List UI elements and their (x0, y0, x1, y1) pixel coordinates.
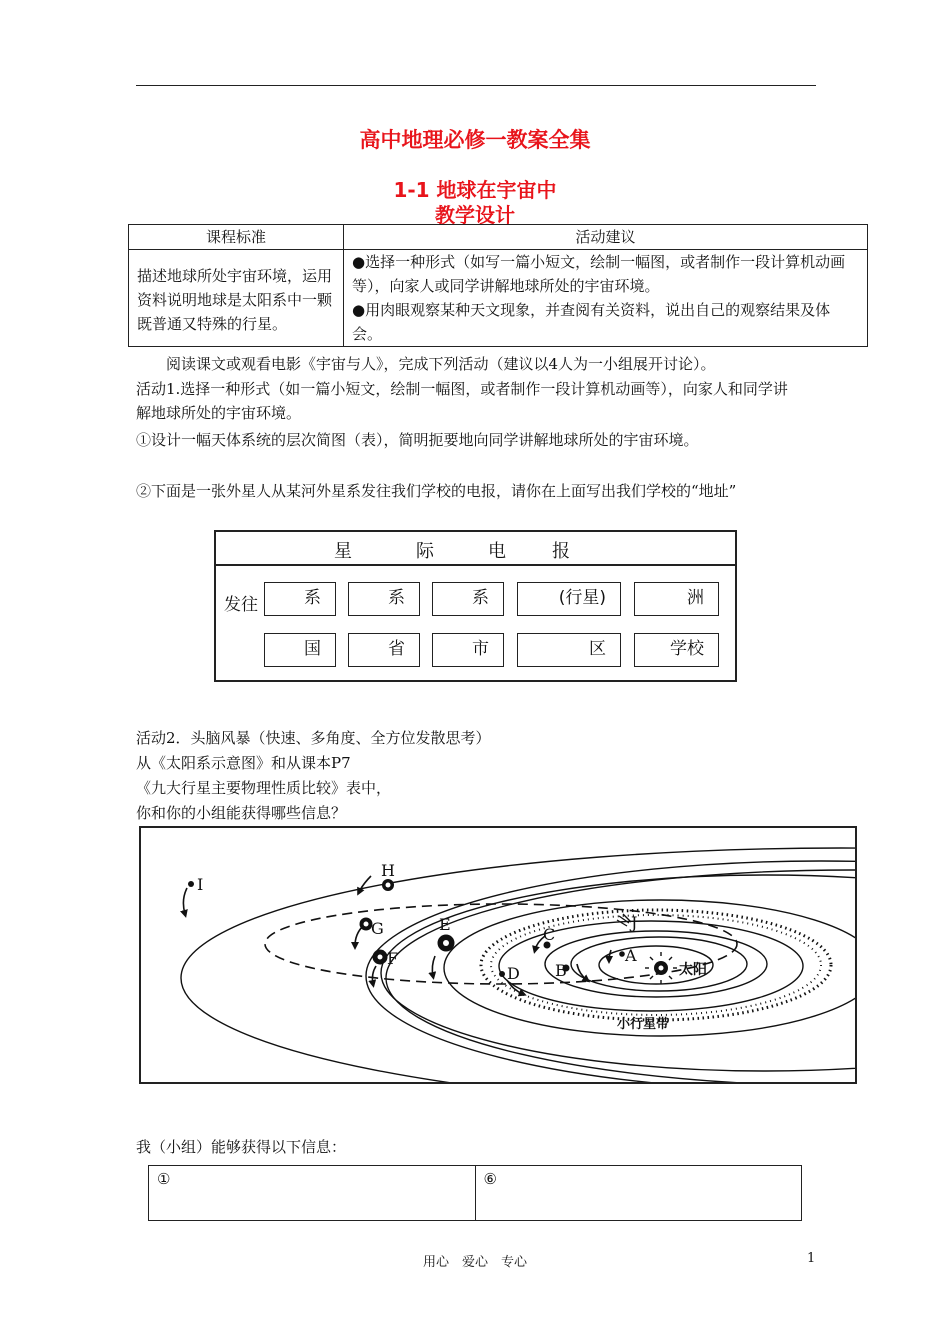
orbit-h (386, 870, 855, 1082)
address-box-continent[interactable]: 洲 (634, 582, 719, 616)
motion-arrow-icon (372, 966, 376, 984)
info-cell-left[interactable]: ① (149, 1166, 476, 1221)
telegram-heading-char: 报 (552, 541, 571, 562)
activity2-line1: 活动2．头脑风暴（快速、多角度、全方位发散思考） (136, 729, 491, 747)
activity1-text: 活动1.选择一种形式（如一篇小短文，绘制一幅图，或者制作一段计算机动画等），向家人和同学讲解地球所处的宇宙环境。 (136, 380, 788, 422)
motion-arrow-icon (359, 876, 371, 892)
suggestion-item-1: ●选择一种形式（如写一篇小短文，绘制一幅图，或者制作一段计算机动画等），向家人或同学讲解地球所处的宇宙环境。 (352, 253, 846, 295)
activity1-item1: ①设计一幅天体系统的层次简图（表），简明扼要地向同学讲解地球所处的宇宙环境。 (136, 431, 699, 449)
header-rule (136, 85, 816, 86)
planet-label: E (439, 915, 451, 934)
activity2-line3: 《九大行星主要物理性质比较》表中， (136, 779, 392, 797)
asteroid-belt-label: 小行星带 (617, 1017, 670, 1032)
telegram-heading-char: 电 (488, 541, 507, 562)
planet-label: G (371, 919, 384, 938)
intro-paragraph: 阅读课文或观看电影《宇宙与人》，完成下列活动（建议以4人为一小组展开讨论）。 (166, 355, 716, 373)
planet-label: J (631, 913, 638, 932)
curriculum-table (128, 224, 868, 347)
address-box-country[interactable]: 国 (264, 633, 336, 667)
info-table (148, 1165, 802, 1221)
motion-arrow-icon (609, 950, 611, 960)
motion-arrow-icon (355, 926, 363, 946)
address-box-milky-way[interactable]: 系 (348, 582, 420, 616)
address-box-solar-system[interactable]: 系 (432, 582, 504, 616)
telegram-header (216, 532, 735, 566)
col-header-suggestion: 活动建议 (344, 225, 868, 250)
planet-i (188, 881, 194, 887)
telegram-form (214, 530, 737, 682)
planet-d (499, 971, 505, 977)
lesson-title: 1-1 地球在宇宙中 (393, 178, 557, 202)
standard-cell: 描述地球所处宇宙环境，运用资料说明地球是太阳系中一颗既普通又特殊的行星。 (129, 250, 344, 347)
planet-a (619, 951, 625, 957)
planet-label: F (387, 949, 399, 968)
address-box-province[interactable]: 省 (348, 633, 420, 667)
send-to-label: 发往 (224, 595, 258, 615)
solar-system-svg (141, 828, 855, 1082)
activity2-line2: 从《太阳系示意图》和从课本P7 (136, 754, 351, 772)
address-box-district[interactable]: 区 (517, 633, 621, 667)
motion-arrow-icon (183, 888, 187, 914)
document-title: 高中地理必修一教案全集 (359, 128, 591, 152)
solar-system-diagram (139, 826, 857, 1084)
planet-label: H (381, 861, 395, 880)
planet-label: D (507, 964, 520, 983)
page-number: 1 (807, 1251, 816, 1266)
motion-arrow-icon (432, 956, 435, 976)
lesson-subtitle: 教学设计 (435, 203, 515, 227)
address-box-school[interactable]: 学校 (634, 633, 719, 667)
suggestion-item-2: ●用肉眼观察某种天文现象，并查阅有关资料，说出自己的观察结果及体会。 (352, 301, 831, 343)
info-prompt: 我（小组）能够获得以下信息： (136, 1138, 347, 1156)
planet-label: A (625, 946, 637, 965)
address-box-city[interactable]: 市 (432, 633, 504, 667)
suggestion-cell (344, 250, 868, 347)
planet-label: C (543, 925, 556, 944)
telegram-heading-char: 际 (416, 541, 435, 562)
sun-label: 太阳 (679, 962, 707, 978)
planet-label: B (555, 961, 567, 980)
col-header-standard: 课程标准 (129, 225, 344, 250)
address-box-galaxy-system[interactable]: 系 (264, 582, 336, 616)
planet-label: I (197, 875, 204, 894)
orbit-f (381, 875, 855, 1071)
comet-j-icon (617, 914, 631, 926)
orbit-g (366, 861, 855, 1082)
info-cell-right[interactable]: ⑥ (475, 1166, 802, 1221)
activity2-line4: 你和你的小组能获得哪些信息？ (136, 804, 347, 822)
footer-motto: 用心 爱心 专心 (422, 1255, 527, 1270)
address-box-planet[interactable]: (行星) (517, 582, 621, 616)
activity1-item2: ②下面是一张外星人从某河外星系发往我们学校的电报，请你在上面写出我们学校的“地址” (136, 482, 737, 500)
telegram-heading-char: 星 (334, 541, 353, 562)
